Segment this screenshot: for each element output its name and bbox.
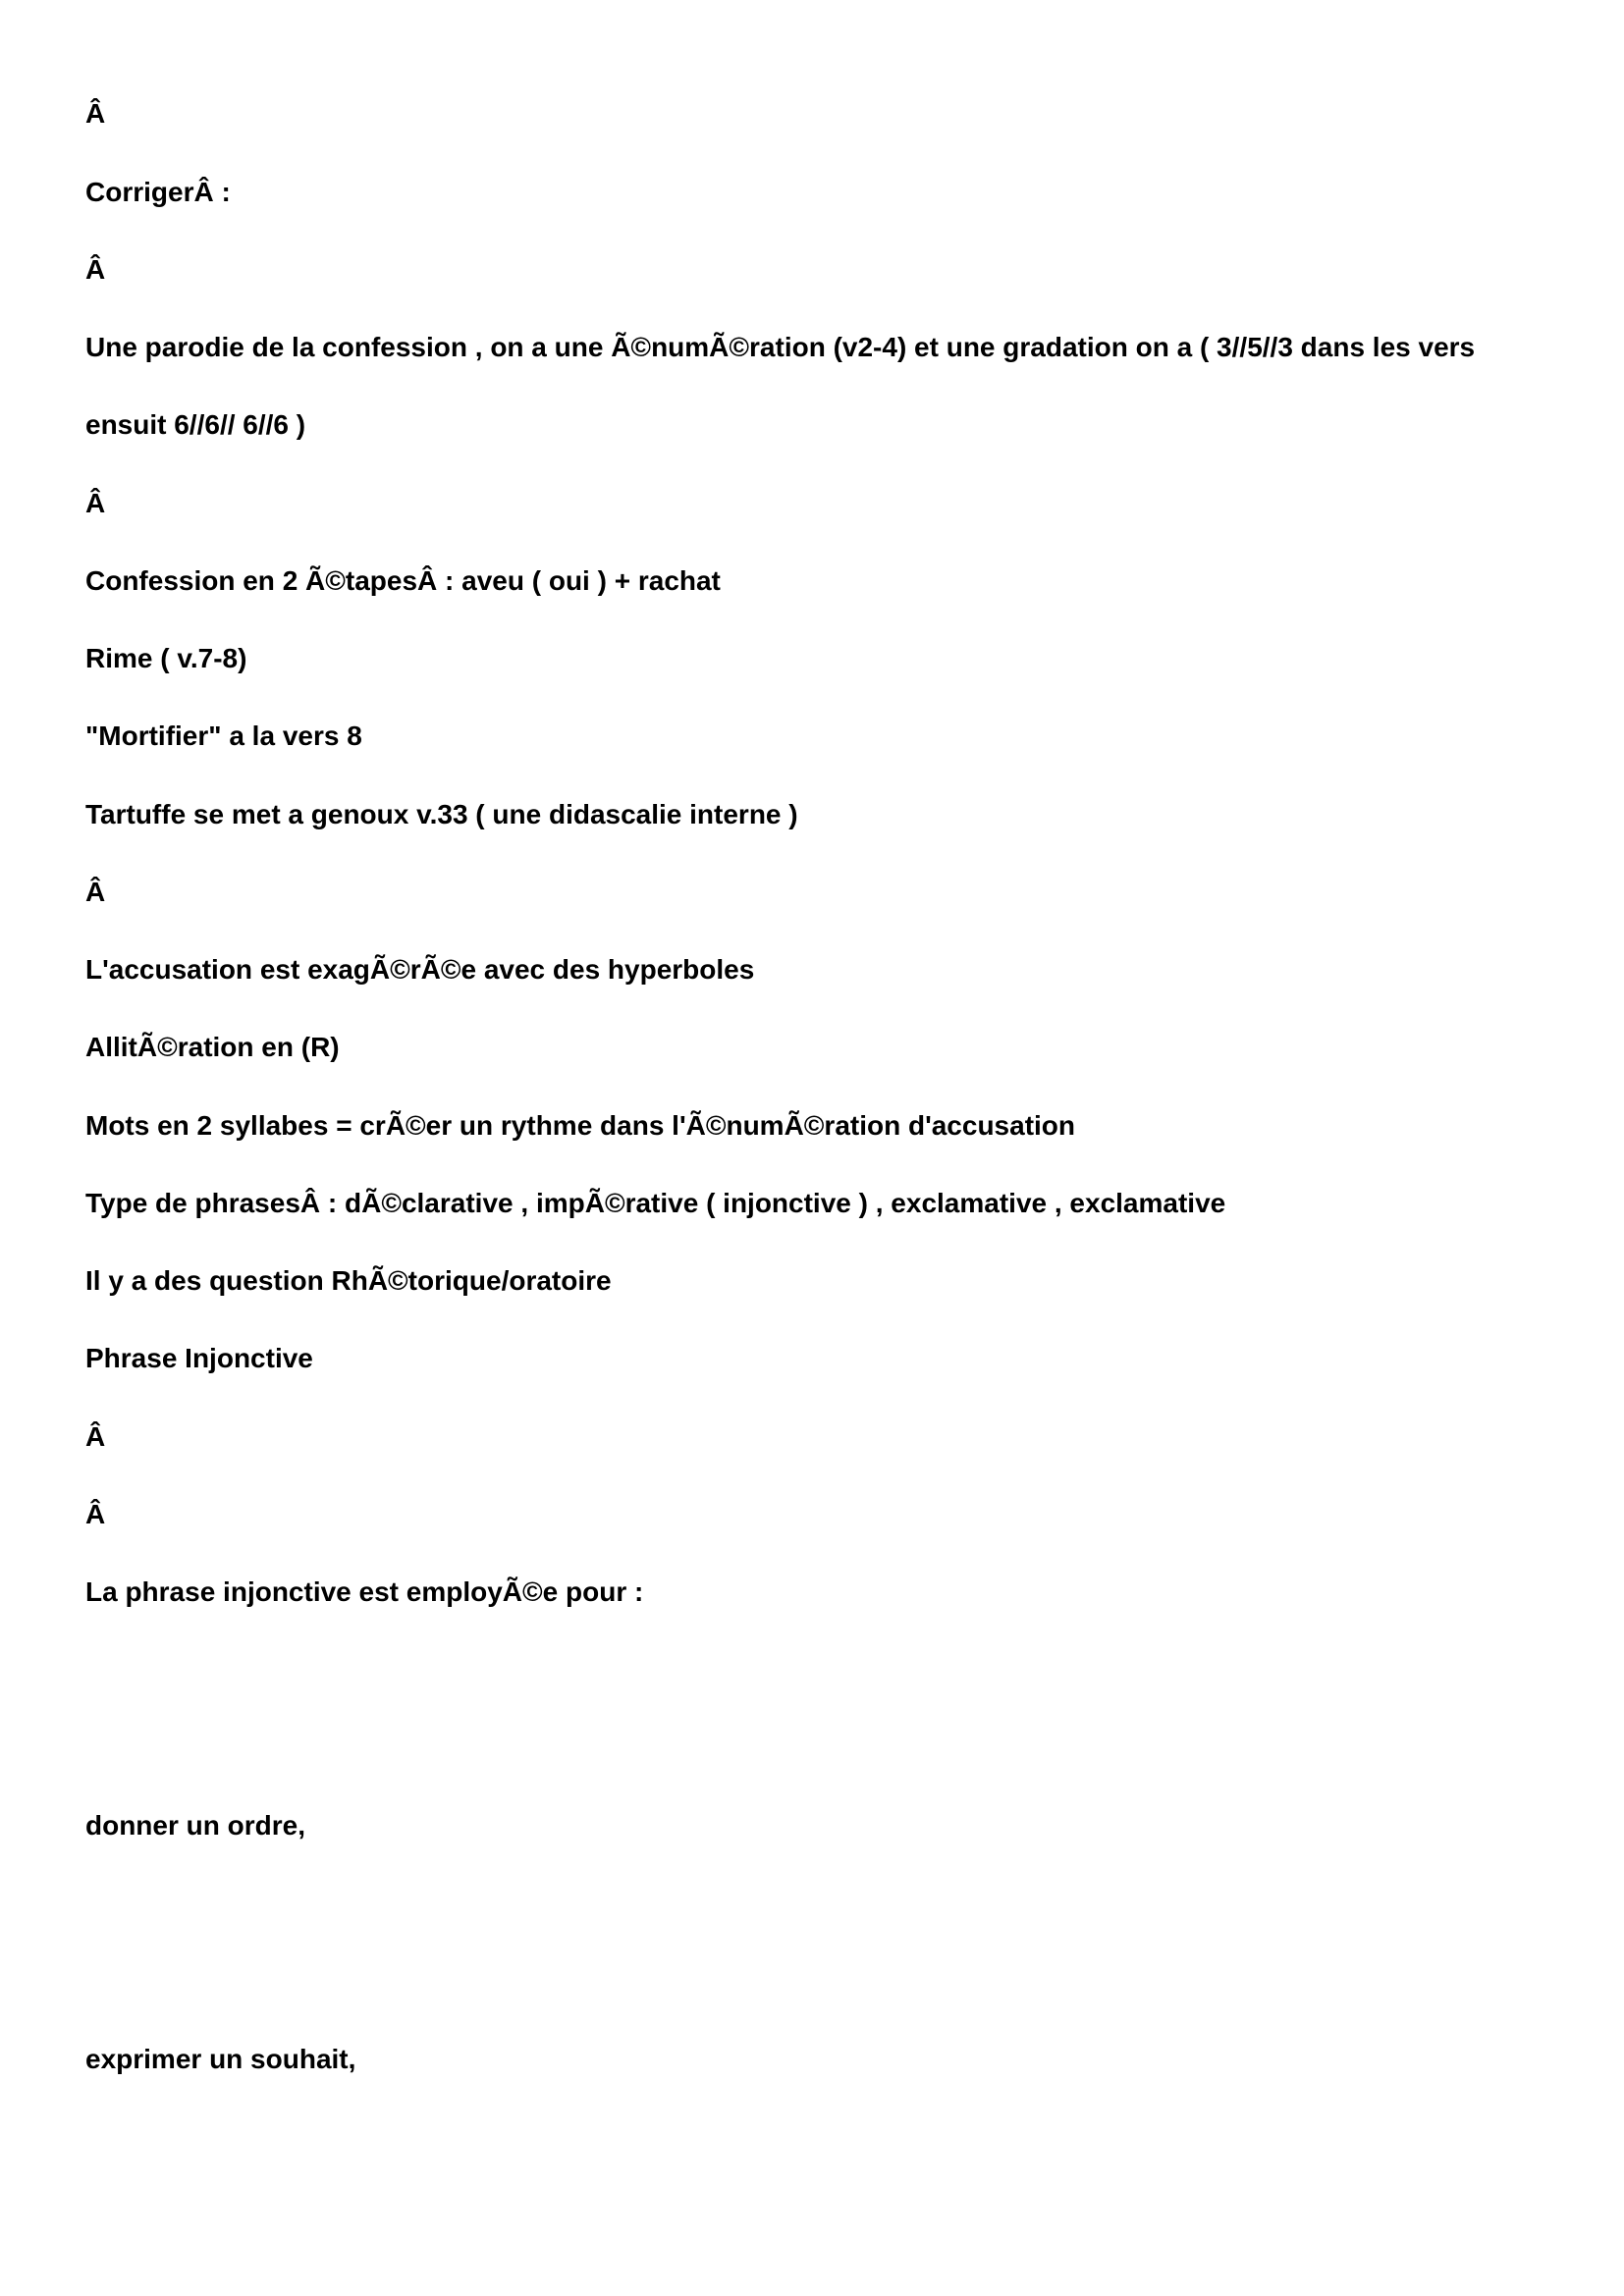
text-line: Mots en 2 syllabes = crÃ©er un rythme dans l'Ã©numÃ©ration d'accusation xyxy=(85,1110,1076,1141)
text-line: Rime ( v.7-8) xyxy=(85,643,247,673)
text-line: exprimer un souhait, xyxy=(85,2044,356,2074)
text-line: Â xyxy=(85,488,106,518)
text-line: Â xyxy=(85,877,106,907)
text-line: Il y a des question RhÃ©torique/oratoire xyxy=(85,1265,612,1296)
text-line: Â xyxy=(85,1421,106,1452)
text-line: CorrigerÂ : xyxy=(85,177,231,207)
text-line: Â xyxy=(85,254,106,285)
text-line: Confession en 2 Ã©tapesÂ : aveu ( oui ) + rachat xyxy=(85,565,721,596)
text-line: La phrase injonctive est employÃ©e pour : xyxy=(85,1576,644,1607)
text-line: "Mortifier" a la vers 8 xyxy=(85,721,362,751)
text-line: Type de phrasesÂ : dÃ©clarative , impÃ©rative ( injonctive ) , exclamative , exclamative xyxy=(85,1188,1226,1218)
text-line: Â xyxy=(85,98,106,129)
text-line: Phrase Injonctive xyxy=(85,1343,313,1373)
text-line: Â xyxy=(85,1499,106,1529)
text-line: AllitÃ©ration en (R) xyxy=(85,1032,340,1062)
text-line: ensuit 6//6// 6//6 ) xyxy=(85,409,306,440)
text-line: Une parodie de la confession , on a une Ã©numÃ©ration (v2-4) et une gradation on a ( 3//5//3 dans les vers xyxy=(85,332,1476,362)
text-line: L'accusation est exagÃ©rÃ©e avec des hyperboles xyxy=(85,954,755,985)
text-line: Tartuffe se met a genoux v.33 ( une didascalie interne ) xyxy=(85,799,798,829)
text-line: donner un ordre, xyxy=(85,1810,305,1841)
